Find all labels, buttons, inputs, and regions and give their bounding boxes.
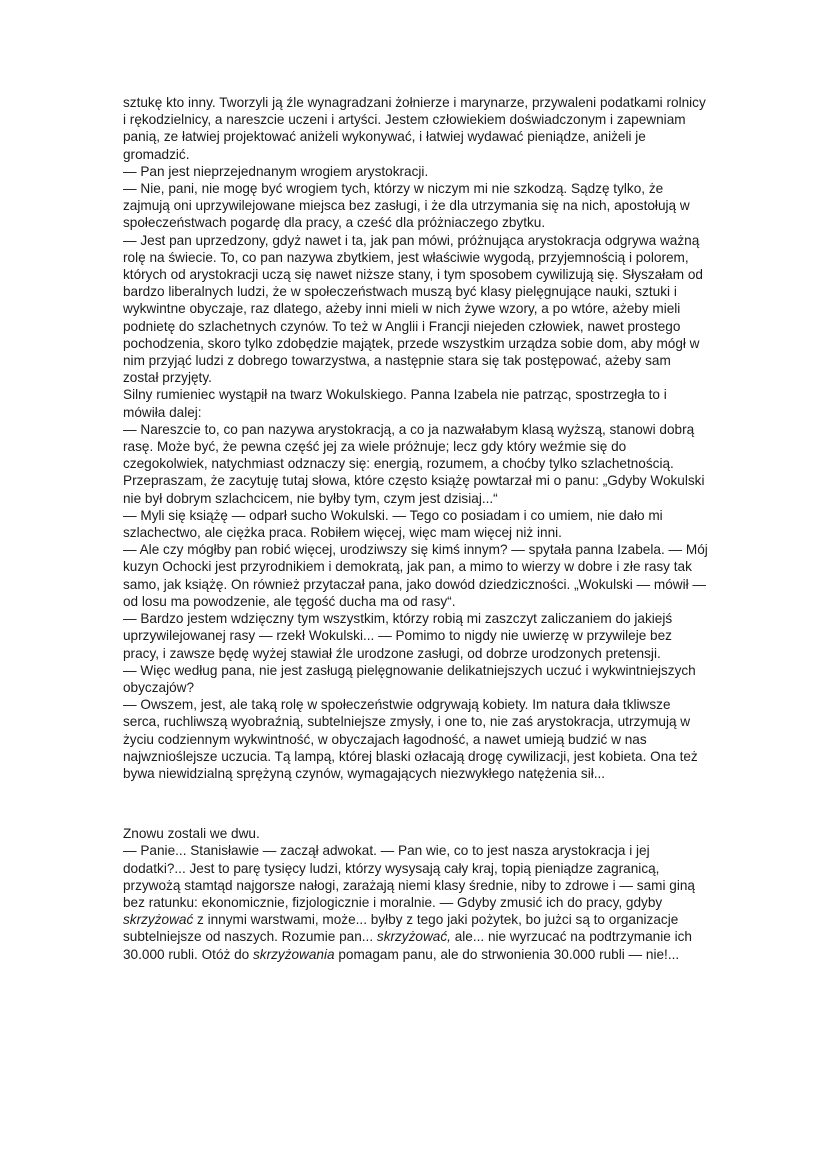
paragraph: — Myli się książę — odparł sucho Wokulski. — Tego co posiadam i co umiem, nie dało mi szlachectwo, ale ciężka praca. Robiłem więcej, więc mam więcej niż inni.: [123, 507, 663, 541]
text-run: — Panie... Stanisławie — zaczął adwokat. — Pan wie, co to jest nasza arystokracja i jej dodatki?... Jest to parę tysięcy ludzi, którzy wysysają cały kraj, topią pieniądze zagranicą, przywożą stamtąd najgorsze nałogi, zarażają niemi klasy średnie, niby to zdrowe i — sami giną bez ratunku: ekonomicznie, fizjologicznie i moralnie. — Gdyby zmusić ich do pracy, gdyby: [123, 843, 695, 910]
paragraph: — Owszem, jest, ale taką rolę w społeczeństwie odgrywają kobiety. Im natura dała tkliwsze serca, ruchliwszą wyobraźnią, subtelniejsze zmysły, i one to, nie zaś arystokracja, utrzymują w życiu codziennym wykwintność, w obyczajach łagodność, a nawet umieją budzić w nas najwznioślejsze uczucia. Tą lampą, której blaski ozłacają drogę cywilizacji, jest kobieta. Ona też bywa niewidzialną sprężyną czynów, wymagających niezwykłego natężenia sił...: [123, 697, 698, 781]
text-run: ale... nie wyrzucać na podtrzymanie ich 30.000 rubli. Otóż do: [123, 929, 692, 962]
paragraph: — Więc według pana, nie jest zasługą pielęgnowanie delikatniejszych uczuć i wykwintniejszych obyczajów?: [123, 662, 696, 695]
paragraph: — Bardzo jestem wdzięczny tym wszystkim, którzy robią mi zaszczyt zaliczaniem do jakiejś uprzywilejowanej rasy — rzekł Wokulski... — Pomimo to nigdy nie uwierzę w przywileje bez pracy, i zawsze będę wyżej stawiał źle urodzone zasługi, od dobrze urodzonych pretensji.: [123, 611, 673, 661]
paragraph: — Jest pan uprzedzony, gdyż nawet i ta, jak pan mówi, próżnująca arystokracja odgrywa ważną rolę na świecie. To, co pan nazywa zbytkiem, jest właściwie wygodą, przyjemnością i polorem, których od arystokracji uczą się nawet niższe stany, i tym sposobem cywilizują się. Słyszałam od bardzo liberalnych ludzi, że w społeczeństwach muszą być klasy pielęgnujące nauki, sztuki i wykwintne obyczaje, raz dlatego, ażeby inni mieli w nich żywe wzory, a po wtóre, ażeby mieli podnietę do szlachetnych czynów. To też w Anglii i Francji niejeden człowiek, nawet prostego pochodzenia, skoro tylko zdobędzie majątek, przede wszystkim urządza sobie dom, aby mógł w nim przyjąć ludzi z dobrego towarzystwa, a następnie stara się tak postępować, ażeby sam został przyjęty.: [123, 232, 703, 386]
italic-word: skrzyżować,: [376, 929, 451, 945]
paragraph: [123, 842, 708, 962]
italic-word: skrzyżowania: [252, 946, 335, 962]
text-run: pomagam panu, ale do strwonienia 30.000 rubli — nie!...: [334, 946, 680, 962]
paragraph: sztukę kto inny. Tworzyli ją źle wynagradzani żołnierze i marynarze, przywaleni podatkami rolnicy i rękodzielnicy, a nareszcie uczeni i artyści. Jestem człowiekiem doświadczonym i zapewniam panią, ze łatwiej projektować aniżeli wykonywać, i łatwiej wydawać pieniądze, aniżeli je gromadzić.: [123, 95, 706, 162]
document-page: [123, 94, 708, 963]
section-break: [123, 782, 708, 825]
paragraph: — Pan jest nieprzejednanym wrogiem arystokracji.: [123, 163, 429, 179]
section-2: [123, 825, 708, 963]
paragraph: Silny rumieniec wystąpił na twarz Wokulskiego. Panna Izabela nie patrząc, spostrzegła to i mówiła dalej:: [123, 387, 667, 420]
paragraph: Znowu zostali we dwu.: [123, 826, 260, 842]
section-1: [123, 94, 708, 782]
italic-word: skrzyżować: [123, 912, 194, 928]
paragraph: — Nie, pani, nie mogę być wrogiem tych, którzy w niczym mi nie szkodzą. Sądzę tylko, że zajmują oni uprzywilejowane miejsca bez zasługi, i że dla utrzymania się na nich, apostołują w społeczeństwach pogardę dla pracy, a cześć dla próżniaczego zbytku.: [123, 181, 690, 231]
paragraph: — Nareszcie to, co pan nazywa arystokracją, a co ja nazwałabym klasą wyższą, stanowi dobrą rasę. Może być, że pewna część jej za wiele próżnuje; lecz gdy który weźmie się do czegokolwiek, natychmiast odznaczy się: energią, rozumem, a choćby tylko szlachetnością. Przepraszam, że zacytuję tutaj słowa, które często książę powtarzał mi o panu: „Gdyby Wokulski nie był dobrym szlachcicem, nie byłby tym, czym jest dzisiaj...“: [123, 421, 705, 506]
paragraph: — Ale czy mógłby pan robić więcej, urodziwszy się kimś innym? — spytała panna Izabela. — Mój kuzyn Ochocki jest przyrodnikiem i demokratą, jak pan, a mimo to wierzy w dobre i złe rasy tak samo, jak książę. On również przytaczał pana, jako dowód dziedziczności. „Wokulski — mówił — od losu ma powodzenie, ale tęgość ducha ma od rasy“.: [123, 542, 708, 609]
text-run: z innymi warstwami, może... byłby z tego jaki pożytek, bo jużci są to organizacje subtelniejsze od naszych. Rozumie pan...: [123, 912, 679, 945]
